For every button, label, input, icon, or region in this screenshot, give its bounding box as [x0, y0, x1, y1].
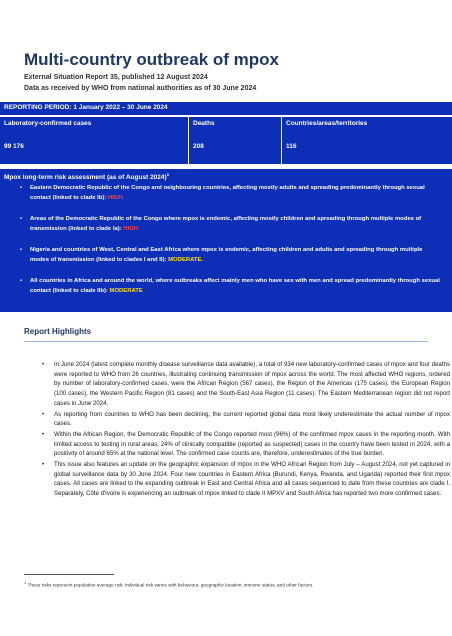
highlight-item: • As reporting from countries to WHO has been declining, the current reported global data most likely underestimate the actual number of mpox cases.	[42, 410, 450, 428]
highlights-divider	[24, 341, 428, 342]
countries-value: 116	[286, 143, 297, 150]
risk-level-moderate: MODERATE.	[168, 257, 204, 263]
footnote-ref: 1	[166, 172, 170, 177]
footnote	[24, 580, 434, 588]
countries-label: Countries/areas/territories	[286, 120, 368, 127]
footnote-mark: 1	[24, 580, 27, 585]
stat-cell-cases	[0, 117, 186, 164]
bullet-icon: •	[42, 361, 45, 368]
footnote-text: These risks represent population average risk; individual risk varies with behaviour, geographic location, immune status, and other factors.	[27, 582, 314, 588]
risk-item: • Nigeria and countries of West, Central and East Africa where mpox is endemic, affecting children and adults and spreading through multiple modes of transmission (linked to clades I and II): MODERATE.	[20, 247, 423, 263]
bullet-icon: •	[42, 461, 45, 469]
risk-assessment-title: Mpox long-term risk assessment (as of August 2024)$^1$	[4, 172, 170, 182]
risk-level-high: HIGH.	[107, 195, 125, 201]
bullet-icon: •	[20, 278, 23, 284]
bullet-icon: •	[20, 185, 23, 191]
report-subtitle-data-date: Data as received by WHO from national authorities as of 30 June 2024	[24, 85, 257, 92]
bullet-icon: •	[20, 247, 23, 253]
highlight-item: • In June 2024 (latest complete monthly disease surveillance data available), a total of 934 new laboratory-confirmed cases of mpox and four deaths were reported to WHO from 26 countries, illustrating continuing transmission of mpox across the world. The most affected WHO regions, ordered by number of laboratory-confirmed cases, were the African Region (567 cases), the Region of the Americas (175 cases), the European Region (100 cases), the Western Pacific Region (81 cases) and the South-East Asia Region (11 cases). The Eastern Mediterranean region did not report cases in June 2024.	[42, 361, 450, 407]
bullet-icon: •	[20, 216, 23, 222]
reporting-period-banner	[0, 102, 452, 115]
risk-level-moderate: MODERATE	[109, 288, 143, 294]
risk-list	[0, 183, 442, 307]
bullet-icon: •	[42, 410, 45, 418]
cases-value: 99 176	[4, 143, 24, 150]
stat-cell-deaths	[188, 117, 281, 164]
risk-item: • Eastern Democratic Republic of the Congo and neighbouring countries, affecting mostly adults and spreading predominantly through sexual contact (linked to clade Ib): HIGH.	[20, 185, 425, 201]
summary-stats-table	[0, 117, 452, 164]
reporting-period-text: REPORTING PERIOD: 1 January 2022 – 30 June 2024	[4, 104, 168, 111]
deaths-label: Deaths	[193, 120, 215, 127]
highlight-item: • This issue also features an update on the geographic expansion of mpox in the WHO African Region from July – August 2024, not yet captured in global surveillance data by 30 June 2024. Four new countries in Eastern Africa (Burundi, Kenya, Rwanda, and Uganda) reported their first mpox cases. All cases are linked to the expanding outbreak in East and Central Africa and all cases sequenced to date from these countries are clade I. Separately, Côte d'Ivoire is experiencing an outbreak of mpox linked to clade II MPXV and South Africa has reported two more confirmed cases.	[42, 461, 450, 498]
risk-level-high: HIGH.	[123, 226, 140, 232]
risk-item: • All countries in Africa and around the world, where outbreaks affect mainly men who have sex with men and spread predominantly through sexual contact (linked to clade IIb): MODERATE	[20, 278, 440, 294]
highlight-item: • Within the African Region, the Democratic Republic of the Congo reported most (96%) of the confirmed mpox cases in the reporting month. With limited access to testing in rural areas, 24% of clinically compatible (reported as suspected) cases in the country have been tested in 2024, with a positivity of around 65% at the national level. The confirmed case counts are, therefore, underestimates of the true burden.	[42, 430, 450, 458]
risk-item: • Areas of the Democratic Republic of the Congo where mpox is endemic, affecting mostly children and spreading through multiple modes of transmission (linked to clade Ia): HIGH.	[20, 216, 422, 232]
footnote-divider	[24, 574, 114, 575]
risk-assessment-box	[0, 169, 452, 312]
report-subtitle-publication: External Situation Report 35, published 12 August 2024	[24, 74, 208, 81]
report-title: Multi-country outbreak of mpox	[24, 50, 279, 69]
bullet-icon: •	[42, 430, 45, 438]
stat-cell-countries	[281, 117, 452, 164]
cases-label: Laboratory-confirmed cases	[4, 120, 92, 127]
highlights-heading: Report Highlights	[24, 327, 92, 336]
highlights-list	[30, 360, 450, 500]
deaths-value: 208	[193, 143, 204, 150]
